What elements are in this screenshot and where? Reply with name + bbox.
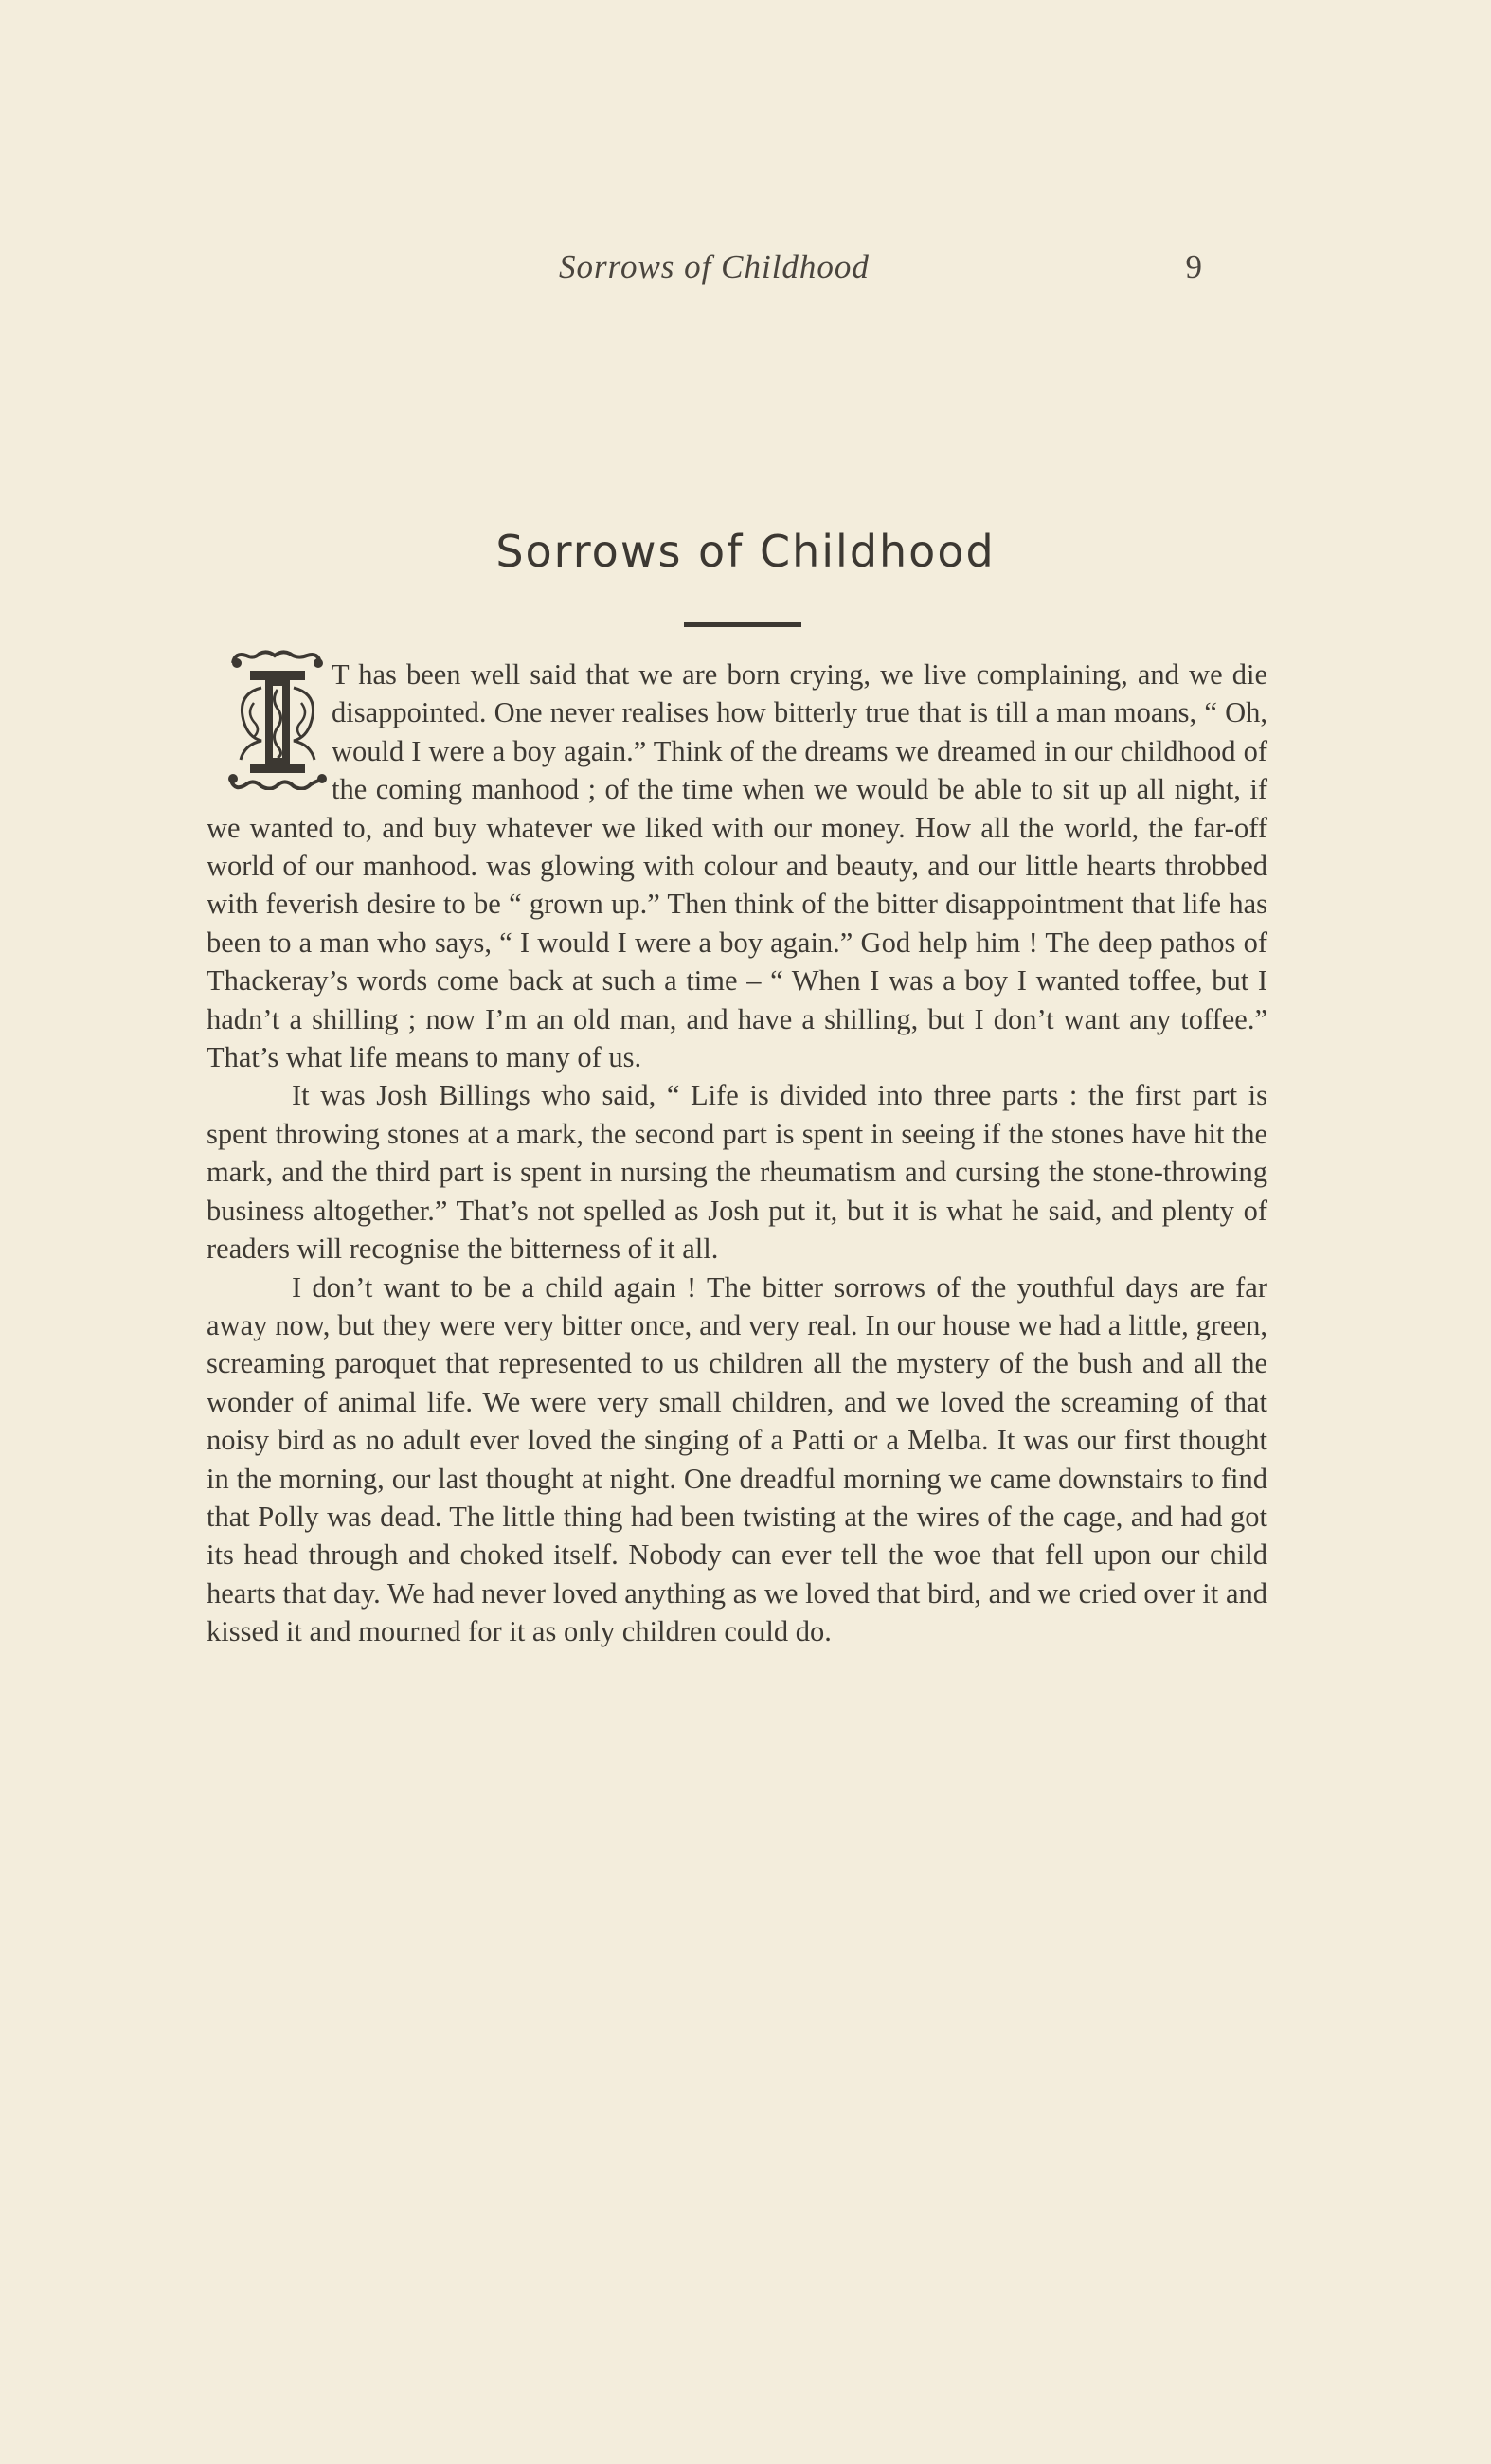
title-rule [684,622,801,627]
paragraph-3: I don’t want to be a child again ! The bitter sorrows of the youthful days are far away now, but they were very bitter once, and very real. In our house we had a little, green, screaming paroquet that represented to us children all the mystery of the bush and all the wonder of animal life. We were very small children, and we loved the screaming of that noisy bird as no adult ever loved the singing of a Patti or a Melba. It was our first thought in the morning, our last thought at night. One dreadful morning we came downstairs to find that Polly was dead. The little thing had been twisting at the wires of the cage, and had got its head through and choked itself. Nobody can ever tell the woe that fell upon our child hearts that day. We had never loved anything as we loved that bird, and we cried over it and kissed it and mourned for it as only children could do. [207,1270,1267,1648]
page-number: 9 [1185,248,1203,285]
paragraph-2: It was Josh Billings who said, “ Life is divided into three parts : the first part is spent throwing stones at a mark, the second part is spent in seeing if the stones have hit the mark, and the third part is spent in nursing the rheumatism and cursing the stone-throwing business altogether.” That’s not spelled as Josh put it, but it is what he said, and plenty of readers will recognise the bitterness of it all. [207,1079,1267,1266]
running-head [559,248,1203,296]
running-head-title: Sorrows of Childhood [559,248,870,285]
chapter-title: Sorrows of Childhood [495,526,996,577]
paragraph-1: T has been well said that we are born crying, we live complaining, and we die disappointed. One never realises how bitterly true that is till a man moans, “ Oh, would I were a boy again.” Think of the dreams we dreamed in our childhood of the coming manhood ; of the time when we would be able to sit up all night, if we wanted to, and buy whatever we liked with our money. How all the world, the far-off world of our manhood. was glowing with colour and beauty, and our little hearts throbbed with feverish desire to be “ grown up.” Then think of the bitter disappointment that life has been to a man who says, “ I would I were a boy again.” God help him ! The deep pathos of Thackeray’s words come back at such a time – “ When I was a boy I wanted toffee, but I hadn’t a shilling ; now I’m an old man, and have a shilling, but I don’t want any toffee.” That’s what life means to many of us. [207,658,1267,1074]
body-text [207,656,1267,1651]
